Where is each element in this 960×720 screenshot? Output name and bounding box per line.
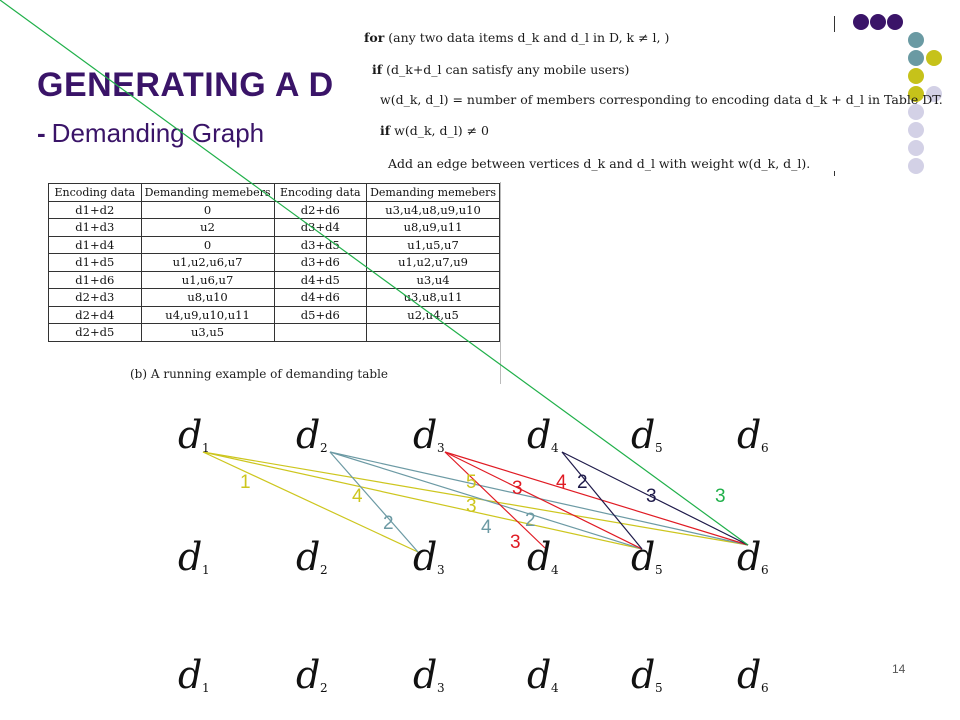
graph-node-d1: [178, 653, 210, 697]
table-cell: d3+d4: [274, 219, 367, 237]
table-cell: d4+d5: [274, 271, 367, 289]
table-cell: u1,u6,u7: [141, 271, 274, 289]
graph-node-d6: [737, 535, 769, 579]
table-cell: d4+d6: [274, 289, 367, 307]
edge-weight-label: 2: [525, 510, 536, 531]
node-subscript: 3: [437, 563, 445, 577]
table-cell: d2+d3: [49, 289, 142, 307]
graph-node-d5: [631, 413, 663, 457]
graph-nodes: [178, 413, 769, 697]
page-number: 14: [892, 662, 906, 676]
table-cell: u1,u2,u6,u7: [141, 254, 274, 272]
table-cell: d1+d4: [49, 236, 142, 254]
node-letter: d: [527, 413, 552, 457]
subtitle-text: Demanding Graph: [51, 118, 265, 148]
graph-node-d4: [527, 535, 559, 579]
graph-node-d6: [737, 653, 769, 697]
node-subscript: 3: [437, 681, 445, 695]
graph-node-d4: [527, 653, 559, 697]
node-subscript: 1: [202, 681, 210, 695]
node-subscript: 6: [761, 441, 769, 455]
node-subscript: 4: [551, 441, 559, 455]
algo-line-3-text: w(d_k, d_l) = number of members corresponding to encoding data d_k + d_l in Table DT.: [380, 92, 943, 107]
node-letter: d: [413, 535, 438, 579]
node-subscript: 2: [320, 563, 328, 577]
node-letter: d: [178, 653, 203, 697]
algo-line-1-text: (any two data items d_k and d_l in D, k ≠ l, ): [388, 30, 670, 45]
graph-node-d5: [631, 653, 663, 697]
node-subscript: 2: [320, 441, 328, 455]
graph-edge: [330, 452, 418, 552]
table-caption: (b) A running example of demanding table: [130, 367, 389, 381]
graph-edge: [445, 452, 545, 548]
graph-node-d2: [296, 413, 328, 457]
node-letter: d: [296, 535, 321, 579]
edge-weight-label: 2: [577, 472, 588, 493]
node-letter: d: [527, 535, 552, 579]
table-cell: u3,u4: [367, 271, 500, 289]
table-cell: 0: [141, 201, 274, 219]
node-letter: d: [737, 535, 762, 579]
column-header: Demanding memebers: [141, 184, 274, 202]
node-letter: d: [527, 653, 552, 697]
node-subscript: 5: [655, 563, 663, 577]
table-cell: d1+d2: [49, 201, 142, 219]
table-cell: d1+d5: [49, 254, 142, 272]
graph-node-d3: [413, 413, 445, 457]
edge-weight-label: 1: [240, 472, 251, 493]
node-letter: d: [413, 413, 438, 457]
node-subscript: 3: [437, 441, 445, 455]
table-cell: u3,u8,u11: [367, 289, 500, 307]
slide-title: GENERATING A D: [37, 66, 334, 104]
column-header: Encoding data: [274, 184, 367, 202]
keyword-if: if: [372, 62, 383, 77]
subtitle-dash: -: [37, 118, 46, 148]
edge-weight-label: 3: [715, 486, 726, 507]
node-letter: d: [178, 535, 203, 579]
graph-node-d3: [413, 653, 445, 697]
edge-weight-label: 3: [646, 486, 657, 507]
table-cell: d2+d4: [49, 306, 142, 324]
node-letter: d: [296, 653, 321, 697]
node-letter: d: [631, 535, 656, 579]
table-cell: d5+d6: [274, 306, 367, 324]
graph-node-d5: [631, 535, 663, 579]
algo-line-4-text: w(d_k, d_l) ≠ 0: [394, 123, 489, 138]
table-cell: u3,u5: [141, 324, 274, 342]
node-letter: d: [413, 653, 438, 697]
node-subscript: 4: [551, 563, 559, 577]
edge-weight-label: 5: [466, 472, 477, 493]
node-subscript: 1: [202, 441, 210, 455]
table-cell: 0: [141, 236, 274, 254]
column-header: Demanding memebers: [367, 184, 500, 202]
edge-weight-label: 3: [512, 478, 523, 499]
table-cell: u8,u9,u11: [367, 219, 500, 237]
node-letter: d: [296, 413, 321, 457]
node-subscript: 5: [655, 441, 663, 455]
graph-node-d3: [413, 535, 445, 579]
edge-weight-label: 4: [352, 486, 363, 507]
graph-node-d1: [178, 413, 210, 457]
table-cell: u2,u4,u5: [367, 306, 500, 324]
table-cell: d3+d5: [274, 236, 367, 254]
graph-node-d6: [737, 413, 769, 457]
node-subscript: 2: [320, 681, 328, 695]
edge-weight-label: 3: [466, 496, 477, 517]
graph-node-d4: [527, 413, 559, 457]
node-subscript: 4: [551, 681, 559, 695]
node-letter: d: [737, 413, 762, 457]
node-subscript: 6: [761, 563, 769, 577]
table-cell: u2: [141, 219, 274, 237]
node-subscript: 5: [655, 681, 663, 695]
node-letter: d: [178, 413, 203, 457]
node-letter: d: [631, 413, 656, 457]
column-header: Encoding data: [49, 184, 142, 202]
node-letter: d: [737, 653, 762, 697]
graph-node-d2: [296, 535, 328, 579]
edge-weight-label: 2: [383, 513, 394, 534]
graph-node-d2: [296, 653, 328, 697]
table-cell: d1+d3: [49, 219, 142, 237]
edge-weight-label: 4: [481, 517, 492, 538]
keyword-if: if: [380, 123, 391, 138]
node-subscript: 6: [761, 681, 769, 695]
graph-node-d1: [178, 535, 210, 579]
table-cell: d2+d6: [274, 201, 367, 219]
table-cell: u4,u9,u10,u11: [141, 306, 274, 324]
table-cell: u1,u5,u7: [367, 236, 500, 254]
table-cell: d1+d6: [49, 271, 142, 289]
table-cell: d3+d6: [274, 254, 367, 272]
node-letter: d: [631, 653, 656, 697]
table-cell: u1,u2,u7,u9: [367, 254, 500, 272]
edge-weight-label: 4: [556, 472, 567, 493]
table-cell: u8,u10: [141, 289, 274, 307]
node-subscript: 1: [202, 563, 210, 577]
algo-line-5-text: Add an edge between vertices d_k and d_l with weight w(d_k, d_l).: [388, 156, 811, 171]
keyword-for: for: [364, 30, 385, 45]
algo-line-2-text: (d_k+d_l can satisfy any mobile users): [386, 62, 630, 77]
edge-weight-label: 3: [510, 532, 521, 553]
table-cell: u3,u4,u8,u9,u10: [367, 201, 500, 219]
table-cell: d2+d5: [49, 324, 142, 342]
